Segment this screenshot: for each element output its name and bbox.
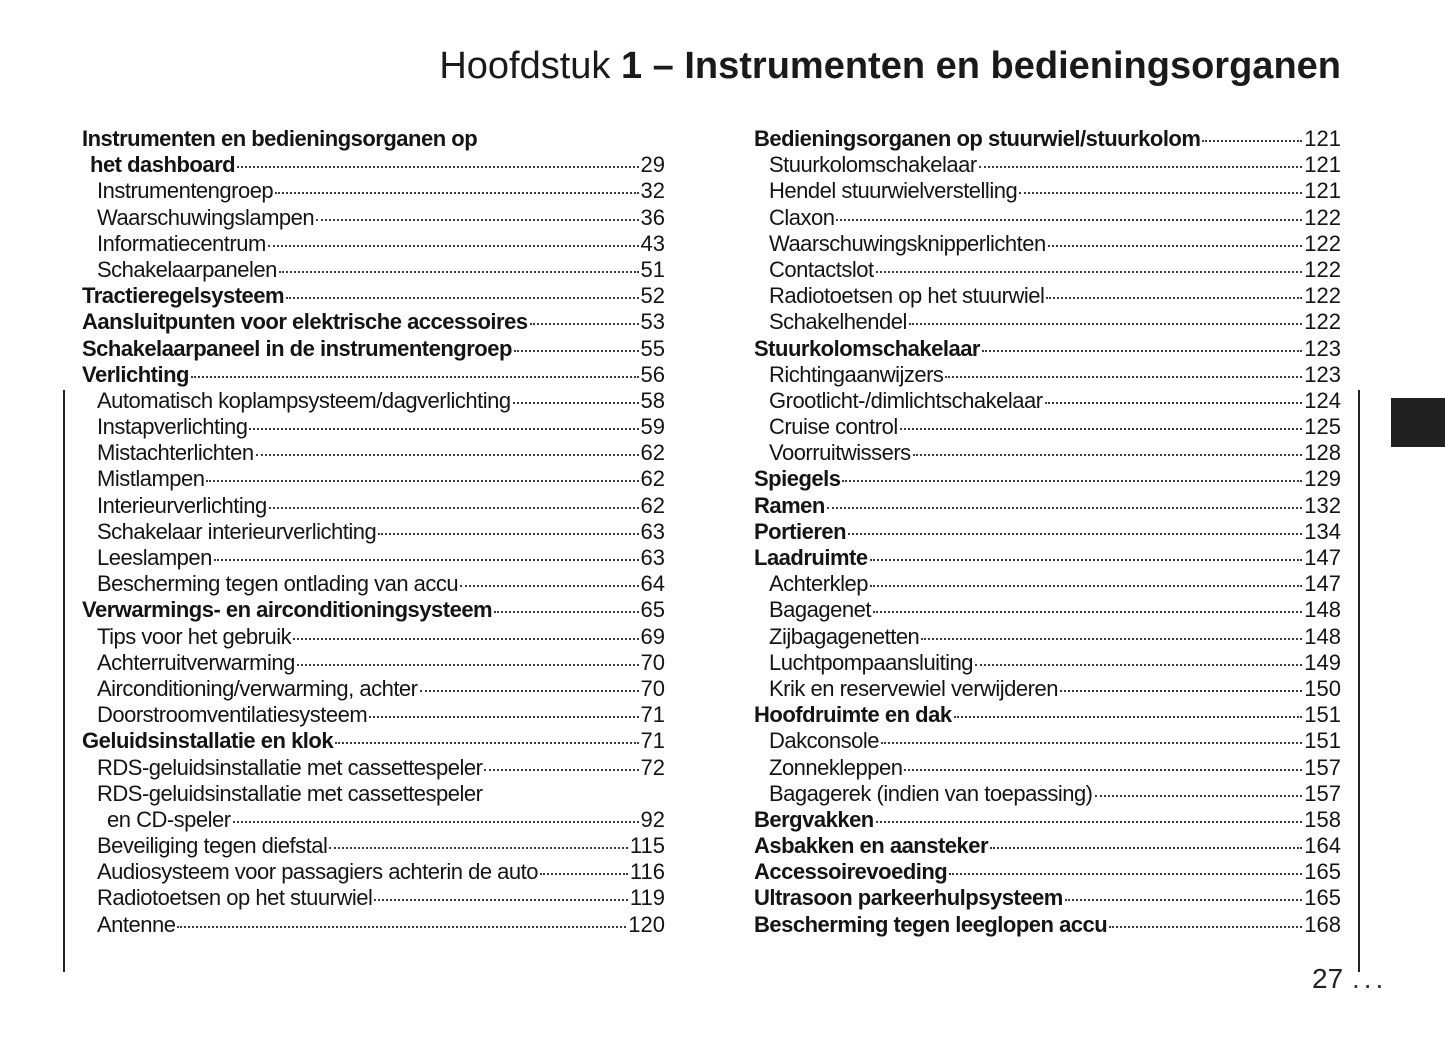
toc-entry-page: 32 <box>640 178 665 204</box>
toc-entry-label: Hendel stuurwielverstelling <box>769 178 1018 204</box>
toc-leader-dots <box>494 611 638 613</box>
toc-entry-label: Cruise control <box>769 414 898 440</box>
toc-entry-page: 115 <box>629 833 665 859</box>
toc-leader-dots <box>237 166 638 168</box>
toc-entry-label: Verlichting <box>82 361 189 387</box>
toc-entry-label: Tips voor het gebruik <box>97 623 292 649</box>
toc-entry-page: 36 <box>640 204 665 230</box>
toc-leader-dots <box>249 428 638 430</box>
toc-entry-label: Geluidsinstallatie en klok <box>82 728 334 754</box>
toc-entry-label: Spiegels <box>754 466 841 492</box>
toc-entry-page: 56 <box>640 361 665 387</box>
left-margin-rule <box>63 390 65 972</box>
toc-entry-label: Dakconsole <box>769 728 879 754</box>
toc-entry-label: Waarschuwingsknipperlichten <box>769 230 1046 256</box>
toc-entry-page: 158 <box>1304 806 1341 832</box>
toc-entry-page: 65 <box>640 597 665 623</box>
toc-entry-page: 122 <box>1304 204 1341 230</box>
toc-entry <box>754 152 1341 178</box>
toc-leader-dots <box>836 219 1302 221</box>
toc-entry <box>82 440 665 466</box>
toc-leader-dots <box>420 690 639 692</box>
toc-entry-label: Bagagenet <box>769 597 871 623</box>
toc-entry-label: Bescherming tegen leeglopen accu <box>754 911 1108 937</box>
toc-entry-page: 55 <box>640 335 665 361</box>
toc-leader-dots <box>870 585 1302 587</box>
toc-entry <box>82 833 665 859</box>
toc-entry-label: Zonnekleppen <box>769 754 903 780</box>
toc-entry-page: 129 <box>1304 466 1341 492</box>
toc-entry <box>82 624 665 650</box>
toc-right-column <box>754 126 1341 938</box>
toc-entry-page: 122 <box>1304 283 1341 309</box>
toc-entry-label: Laadruimte <box>754 545 868 570</box>
toc-entry <box>82 885 665 911</box>
toc-entry-label: Aansluitpunten voor elektrische accessoires <box>82 309 528 335</box>
toc-entry-label: Richtingaanwijzers <box>769 361 944 387</box>
toc-entry <box>754 205 1341 231</box>
toc-entry-page: 165 <box>1304 859 1341 885</box>
toc-entry-page: 123 <box>1304 361 1341 387</box>
toc-entry-page: 168 <box>1304 911 1341 937</box>
toc-entry-label: Airconditioning/verwarming, achter <box>97 675 418 701</box>
toc-entry-label: Audiosysteem voor passagiers achterin de auto <box>97 859 538 885</box>
toc-entry-page: 147 <box>1304 545 1341 570</box>
toc-entry-label: Beveiliging tegen diefstal <box>97 833 328 859</box>
toc-entry <box>754 624 1341 650</box>
chapter-title-main: 1 – Instrumenten en bedieningsorganen <box>620 45 1341 87</box>
toc-leader-dots <box>214 559 639 561</box>
toc-leader-dots <box>848 533 1302 535</box>
toc-entry-page: 148 <box>1304 623 1341 649</box>
toc-leader-dots <box>484 769 638 771</box>
toc-entry <box>82 493 665 519</box>
toc-entry <box>82 466 665 492</box>
toc-entry <box>82 571 665 597</box>
toc-leader-dots <box>279 271 639 273</box>
toc-entry <box>754 519 1341 545</box>
toc-leader-dots <box>275 192 638 194</box>
toc-entry-page: 134 <box>1304 518 1341 544</box>
toc-leader-dots <box>513 402 639 404</box>
toc-entry-label: Claxon <box>769 204 835 230</box>
toc-entry-page: 58 <box>640 387 665 413</box>
toc-entry-page: 29 <box>640 152 665 178</box>
toc-leader-dots <box>876 821 1303 823</box>
chapter-title <box>439 40 1341 92</box>
toc-entry-page: 62 <box>640 492 665 518</box>
toc-entry-label: Ultrasoon parkeerhulpsysteem <box>754 885 1063 911</box>
toc-entry-label: Instapverlichting <box>97 414 248 440</box>
toc-leader-dots <box>921 638 1302 640</box>
toc-entry-label: en CD-speler <box>107 806 231 832</box>
toc-leader-dots <box>335 742 638 744</box>
toc-leader-dots <box>316 219 638 221</box>
toc-entry <box>754 597 1341 623</box>
toc-entry-page: 63 <box>640 518 665 544</box>
toc-entry <box>82 152 665 178</box>
toc-leader-dots <box>979 166 1303 168</box>
toc-entry-label: Automatisch koplampsysteem/dagverlichting <box>97 387 511 413</box>
toc-entry <box>82 257 665 283</box>
toc-leader-dots <box>954 716 1303 718</box>
toc-entry-page: 123 <box>1304 335 1341 361</box>
toc-entry <box>754 728 1341 754</box>
toc-entry <box>82 283 665 309</box>
page-number: 27 <box>1312 963 1344 994</box>
toc-leader-dots <box>1202 140 1302 142</box>
toc-entry-label: Achterruitverwarming <box>97 649 295 675</box>
toc-entry <box>754 912 1341 938</box>
toc-entry <box>754 859 1341 885</box>
toc-leader-dots <box>913 454 1303 456</box>
toc-leader-dots <box>1045 402 1303 404</box>
toc-entry <box>754 336 1341 362</box>
toc-entry-label: Mistachterlichten <box>97 440 254 466</box>
toc-entry-label: Stuurkolomschakelaar <box>754 335 980 361</box>
toc-entry-label: Mistlampen <box>97 466 205 492</box>
continuation-dots: ... <box>1352 963 1388 994</box>
toc-entry-label: Zijbagagenetten <box>769 623 920 649</box>
toc-leader-dots <box>827 507 1302 509</box>
toc-entry-page: 71 <box>640 702 665 728</box>
toc-entry-label: Instrumenten en bedieningsorganen op <box>82 126 478 151</box>
toc-entry-label: Verwarmings- en airconditioningsysteem <box>82 597 493 623</box>
toc-leader-dots <box>460 585 638 587</box>
toc-leader-dots <box>206 480 638 482</box>
toc-entry-page: 121 <box>1304 178 1341 204</box>
toc-leader-dots <box>374 899 628 901</box>
toc-entry <box>82 362 665 388</box>
toc-entry-label: Schakelhendel <box>769 309 907 335</box>
toc-entry <box>754 676 1341 702</box>
right-margin-rule <box>1358 390 1360 972</box>
toc-entry <box>82 597 665 623</box>
toc-entry-label: Luchtpompaansluiting <box>769 649 974 675</box>
toc-leader-dots <box>1060 690 1302 692</box>
toc-leader-dots <box>514 350 639 352</box>
toc-entry-page: 122 <box>1304 230 1341 256</box>
toc-entry <box>82 545 665 571</box>
toc-entry-label: RDS-geluidsinstallatie met cassettespeler <box>97 780 483 806</box>
toc-leader-dots <box>904 769 1302 771</box>
toc-leader-dots <box>873 611 1302 613</box>
toc-leader-dots <box>990 847 1302 849</box>
toc-entry-page: 132 <box>1304 492 1341 518</box>
toc-left-column <box>82 126 665 938</box>
toc-leader-dots <box>982 350 1302 352</box>
toc-entry <box>754 571 1341 597</box>
toc-entry-page: 125 <box>1304 414 1341 440</box>
toc-entry-label: Schakelaarpanelen <box>97 256 277 282</box>
toc-entry <box>754 309 1341 335</box>
toc-entry <box>82 414 665 440</box>
toc-leader-dots <box>842 480 1302 482</box>
toc-entry <box>82 781 665 807</box>
toc-entry-label: Grootlicht-/dimlichtschakelaar <box>769 387 1043 413</box>
toc-entry <box>754 178 1341 204</box>
toc-entry-page: 64 <box>640 571 665 597</box>
toc-leader-dots <box>369 716 638 718</box>
toc-leader-dots <box>1019 192 1302 194</box>
toc-entry-page: 122 <box>1304 309 1341 335</box>
toc-entry <box>754 414 1341 440</box>
toc-entry <box>754 755 1341 781</box>
toc-entry-page: 151 <box>1304 702 1341 728</box>
toc-leader-dots <box>975 664 1302 666</box>
toc-entry-page: 148 <box>1304 597 1341 623</box>
toc-entry-page: 62 <box>640 466 665 492</box>
toc-entry-page: 71 <box>640 728 665 754</box>
toc-entry <box>754 493 1341 519</box>
toc-entry-label: Antenne <box>97 911 176 937</box>
toc-entry-label: het dashboard <box>90 152 236 178</box>
toc-leader-dots <box>881 742 1302 744</box>
toc-entry-page: 124 <box>1304 387 1341 413</box>
toc-entry-label: Contactslot <box>769 256 874 282</box>
toc-entry-label: Schakelaarpaneel in de instrumentengroep <box>82 335 512 361</box>
toc-entry <box>82 728 665 754</box>
toc-entry <box>754 440 1341 466</box>
toc-leader-dots <box>268 245 639 247</box>
chapter-thumb-tab <box>1391 398 1445 447</box>
toc-entry-label: RDS-geluidsinstallatie met cassettespeler <box>97 754 483 780</box>
toc-entry-label: Instrumentengroep <box>97 178 274 204</box>
toc-entry <box>754 807 1341 833</box>
toc-leader-dots <box>286 297 638 299</box>
toc-entry-page: 116 <box>629 859 665 885</box>
toc-entry <box>82 336 665 362</box>
toc-leader-dots <box>876 271 1303 273</box>
toc-entry-page: 51 <box>640 256 665 282</box>
toc-entry-label: Waarschuwingslampen <box>97 204 315 230</box>
toc-entry <box>754 466 1341 492</box>
toc-entry-label: Bedieningsorganen op stuurwiel/stuurkolom <box>754 126 1201 151</box>
toc-leader-dots <box>177 926 626 928</box>
toc-entry <box>82 231 665 257</box>
toc-entry-label: Bergvakken <box>754 806 874 832</box>
toc-entry <box>82 702 665 728</box>
chapter-title-prefix: Hoofdstuk <box>439 45 611 87</box>
toc-leader-dots <box>1046 297 1302 299</box>
toc-leader-dots <box>870 559 1303 561</box>
toc-entry-label: Krik en reservewiel verwijderen <box>769 675 1058 701</box>
toc-entry <box>754 362 1341 388</box>
toc-entry-label: Informatiecentrum <box>97 230 266 256</box>
toc-leader-dots <box>1065 899 1303 901</box>
toc-entry <box>754 545 1341 571</box>
toc-leader-dots <box>945 376 1302 378</box>
toc-leader-dots <box>269 507 639 509</box>
toc-entry-label: Voorruitwissers <box>769 440 911 466</box>
toc-entry-page: 149 <box>1304 649 1341 675</box>
toc-entry-label: Hoofdruimte en dak <box>754 702 952 728</box>
toc-entry-page: 121 <box>1304 152 1341 178</box>
toc-entry <box>82 519 665 545</box>
toc-entry-page: 157 <box>1304 780 1341 806</box>
toc-leader-dots <box>256 454 639 456</box>
toc-entry <box>82 807 665 833</box>
toc-entry <box>754 257 1341 283</box>
toc-entry-label: Achterklep <box>769 571 868 597</box>
toc-entry-page: 120 <box>628 911 665 937</box>
toc-entry <box>82 859 665 885</box>
toc-entry-page: 165 <box>1304 885 1341 911</box>
toc-entry <box>82 912 665 938</box>
toc-entry-page: 150 <box>1304 675 1341 701</box>
toc-leader-dots <box>297 664 639 666</box>
toc-entry <box>82 755 665 781</box>
toc-leader-dots <box>530 323 639 325</box>
toc-entry-label: Stuurkolomschakelaar <box>769 152 977 178</box>
toc-entry-label: Asbakken en aansteker <box>754 833 989 859</box>
toc-entry-label: Interieurverlichting <box>97 492 267 518</box>
toc-leader-dots <box>378 533 638 535</box>
toc-entry <box>82 178 665 204</box>
toc-entry-label: Bescherming tegen ontlading van accu <box>97 571 459 597</box>
toc-leader-dots <box>329 847 628 849</box>
toc-entry <box>754 833 1341 859</box>
toc-entry-page: 43 <box>640 230 665 256</box>
toc-entry <box>82 650 665 676</box>
toc-entry <box>754 231 1341 257</box>
toc-entry-page: 121 <box>1304 126 1341 151</box>
toc-leader-dots <box>233 821 639 823</box>
toc-entry-page: 151 <box>1304 728 1341 754</box>
toc-entry <box>754 388 1341 414</box>
toc-entry-page: 147 <box>1304 571 1341 597</box>
toc-entry-label: Accessoirevoeding <box>754 859 948 885</box>
toc-entry-page: 128 <box>1304 440 1341 466</box>
toc-entry-page: 69 <box>640 623 665 649</box>
toc-entry-page: 59 <box>640 414 665 440</box>
toc-entry-label: Schakelaar interieurverlichting <box>97 518 377 544</box>
toc-entry-page: 70 <box>640 649 665 675</box>
toc-entry <box>82 205 665 231</box>
toc-entry <box>82 388 665 414</box>
toc-entry-label: Radiotoetsen op het stuurwiel <box>97 885 373 911</box>
toc-leader-dots <box>900 428 1303 430</box>
toc-leader-dots <box>949 873 1302 875</box>
toc-entry-page: 63 <box>640 545 665 570</box>
toc-entry <box>754 283 1341 309</box>
toc-leader-dots <box>1095 795 1303 797</box>
toc-entry-page: 52 <box>640 283 665 309</box>
toc-entry-label: Portieren <box>754 518 847 544</box>
toc-leader-dots <box>191 376 639 378</box>
toc-entry <box>754 702 1341 728</box>
toc-entry <box>754 781 1341 807</box>
toc-entry-label: Bagagerek (indien van toepassing) <box>769 780 1093 806</box>
toc-entry-page: 122 <box>1304 256 1341 282</box>
toc-entry <box>754 885 1341 911</box>
toc-entry-page: 164 <box>1304 833 1341 859</box>
toc-leader-dots <box>540 873 628 875</box>
toc-entry-page: 70 <box>640 675 665 701</box>
toc-entry-label: Doorstroomventilatiesysteem <box>97 702 368 728</box>
toc-entry <box>754 650 1341 676</box>
toc-entry <box>82 676 665 702</box>
toc-entry-label: Radiotoetsen op het stuurwiel <box>769 283 1045 309</box>
toc-entry-page: 157 <box>1304 754 1341 780</box>
toc-entry-page: 72 <box>640 754 665 780</box>
toc-entry <box>82 126 665 152</box>
toc-entry-page: 92 <box>640 806 665 832</box>
toc-entry-label: Tractieregelsysteem <box>82 283 285 309</box>
toc-entry-page: 119 <box>629 885 665 911</box>
toc-leader-dots <box>293 638 638 640</box>
toc-leader-dots <box>909 323 1302 325</box>
toc-entry <box>754 126 1341 152</box>
toc-leader-dots <box>1048 245 1303 247</box>
toc-leader-dots <box>1109 926 1302 928</box>
toc-entry <box>82 309 665 335</box>
toc-entry-page: 62 <box>640 440 665 466</box>
toc-entry-page: 53 <box>640 309 665 335</box>
toc-entry-label: Leeslampen <box>97 545 212 570</box>
toc-entry-label: Ramen <box>754 492 825 518</box>
